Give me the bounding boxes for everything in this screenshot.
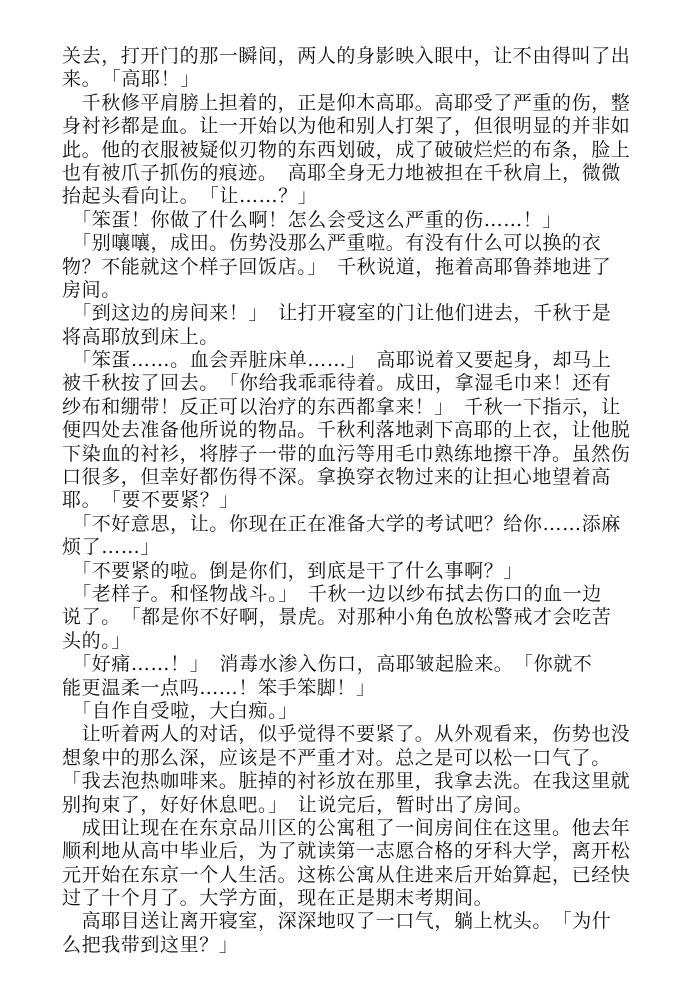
text-line: 「不好意思，让。你现在正在准备大学的考试吧？给你……添麻 xyxy=(62,512,621,535)
text-line: 将高耶放到床上。 xyxy=(62,325,219,348)
text-line: 元开始在东京一个人生活。这栋公寓从住进来后开始算起，已经快 xyxy=(62,863,631,886)
text-line: 「自作自受啦，大白痴。」 xyxy=(62,699,298,722)
text-line: 「不要紧的啦。倒是你们，到底是干了什么事啊？」 xyxy=(62,559,523,582)
text-line: 被千秋按了回去。 「你给我乖乖待着。成田，拿湿毛巾来！还有 xyxy=(62,372,612,395)
text-line: 抬起头看向让。 「让……？」 xyxy=(62,185,318,208)
text-line: 想象中的那么深，应该是不严重才对。总之是可以松一口气了。 xyxy=(62,746,611,769)
text-line: 「老样子。和怪物战斗。」 千秋一边以纱布拭去伤口的血一边 xyxy=(62,582,602,605)
text-line: 物？不能就这个样子回饭店。」 千秋说道，拖着高耶鲁莽地进了 xyxy=(62,255,612,278)
text-line: 来。 「高耶！」 xyxy=(62,68,200,91)
text-line: 「别嚷嚷，成田。伤势没那么严重啦。有没有什么可以换的衣 xyxy=(62,232,602,255)
text-line: 身衬衫都是血。让一开始以为他和别人打架了，但很明显的并非如 xyxy=(62,115,631,138)
text-line: 顺利地从高中毕业后，为了就读第一志愿合格的牙科大学，离开松 xyxy=(62,840,631,863)
text-line: 房间。 xyxy=(62,278,121,301)
text-line: 烦了……」 xyxy=(62,536,161,559)
text-line: 「好痛……！」 消毒水渗入伤口，高耶皱起脸来。 「你就不 xyxy=(62,653,593,676)
text-line: 千秋修平肩膀上担着的，正是仰木高耶。高耶受了严重的伤，整 xyxy=(62,91,631,114)
text-line: 口很多，但幸好都伤得不深。拿换穿衣物过来的让担心地望着高 xyxy=(62,466,611,489)
text-line: 让听着两人的对话，似乎觉得不要紧了。从外观看来，伤势也没 xyxy=(62,723,631,746)
text-line: 便四处去准备他所说的物品。千秋利落地剥下高耶的上衣，让他脱 xyxy=(62,419,631,442)
text-line: 耶。 「要不要紧？」 xyxy=(62,489,240,512)
text-line: 高耶目送让离开寝室，深深地叹了一口气，躺上枕头。 「为什 xyxy=(62,910,612,933)
text-line: 纱布和绷带！反正可以治疗的东西都拿来！」 千秋一下指示，让 xyxy=(62,395,621,418)
text-line: 「我去泡热咖啡来。脏掉的衬衫放在那里，我拿去洗。在我这里就 xyxy=(62,770,631,793)
text-line: 「到这边的房间来！」 让打开寝室的门让他们进去，千秋于是 xyxy=(62,302,612,325)
text-line: 也有被爪子抓伤的痕迹。 高耶全身无力地被担在千秋肩上，微微 xyxy=(62,161,621,184)
text-line: 过了十个月了。大学方面，现在正是期末考期间。 xyxy=(62,887,494,910)
text-line: 说了。 「都是你不好啊，景虎。对那种小角色放松警戒才会吃苦 xyxy=(62,606,612,629)
text-line: 关去，打开门的那一瞬间，两人的身影映入眼中，让不由得叫了出 xyxy=(62,45,631,67)
text-line: 么把我带到这里？」 xyxy=(62,933,239,956)
text-line: 此。他的衣服被疑似刃物的东西划破，成了破破烂烂的布条，脸上 xyxy=(62,138,631,161)
body-text xyxy=(62,45,642,957)
text-line: 头的。」 xyxy=(62,629,131,652)
text-line: 下染血的衬衫，将脖子一带的血污等用毛巾熟练地擦干净。虽然伤 xyxy=(62,442,631,465)
text-line: 「笨蛋……。血会弄脏床单……」 高耶说着又要起身，却马上 xyxy=(62,349,612,372)
text-line: 成田让现在在东京品川区的公寓租了一间房间住在这里。他去年 xyxy=(62,816,631,839)
text-line: 能更温柔一点吗……！笨手笨脚！」 xyxy=(62,676,376,699)
text-line: 别拘束了，好好休息吧。」 让说完后，暂时出了房间。 xyxy=(62,793,534,816)
text-line: 「笨蛋！你做了什么啊！怎么会受这么严重的伤……！」 xyxy=(62,208,563,231)
